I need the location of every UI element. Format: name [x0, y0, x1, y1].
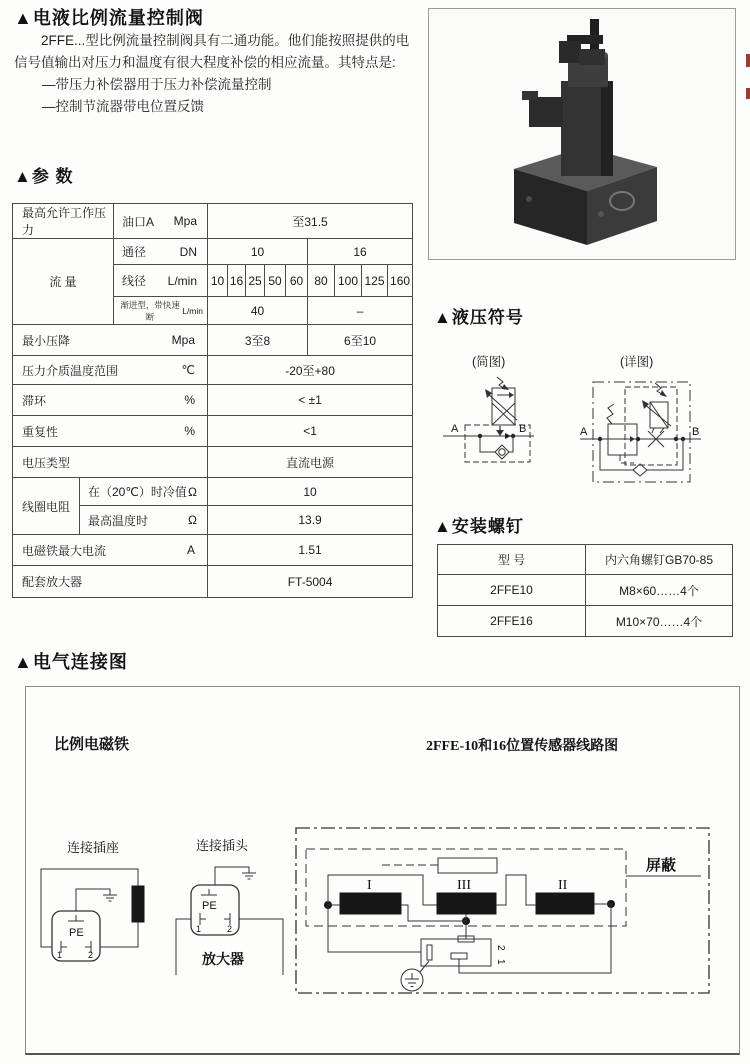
product-photo — [428, 8, 736, 260]
coil-i-label: I — [367, 878, 372, 893]
page-edge-mark — [746, 54, 750, 67]
unit-text: % — [184, 424, 196, 438]
table-row — [13, 478, 413, 506]
table-row — [13, 325, 413, 356]
electrical-diagram-panel — [25, 686, 740, 1055]
unit-text: DN — [179, 244, 198, 259]
solenoid-title: 比例电磁铁 — [54, 737, 130, 753]
param-label: 流 量 — [13, 239, 114, 325]
param-value: 10 — [208, 265, 228, 297]
unit-text: Mpa — [173, 214, 198, 228]
hydraulic-symbol-detail — [578, 376, 703, 486]
param-value: 50 — [265, 265, 286, 297]
unit-text: Ω — [188, 513, 198, 527]
section-title-hydraulic: ▲液压符号 — [434, 308, 524, 327]
table-row — [13, 239, 413, 265]
section-title-screws: ▲安装螺钉 — [434, 517, 524, 536]
sub-text: 最高温度时 — [88, 513, 149, 528]
unit-text: L/min — [182, 305, 204, 316]
screws-model: 2FFE10 — [438, 575, 586, 606]
param-value: – — [308, 297, 413, 325]
page-title: ▲电液比例流量控制阀 — [14, 8, 204, 28]
param-value: 80 — [308, 265, 335, 297]
sub-text: 渐进型，带快速断 — [120, 299, 180, 322]
unit-text: L/min — [167, 273, 198, 288]
screws-table — [437, 544, 733, 637]
socket-pe-label: PE — [69, 927, 84, 939]
screws-value: M8×60……4个 — [586, 575, 733, 606]
table-row — [13, 535, 413, 566]
param-value: 125 — [362, 265, 388, 297]
param-value: 60 — [286, 265, 308, 297]
page-edge-mark — [746, 88, 750, 99]
unit-text: ℃ — [181, 363, 196, 377]
params-table — [12, 203, 413, 598]
sub-text: 在（20℃）时冷值 — [88, 485, 187, 499]
sub-text: 油口A — [122, 214, 155, 229]
port-b-label: B — [519, 423, 527, 435]
table-row — [13, 204, 413, 239]
param-value: 直流电源 — [208, 447, 413, 478]
coil-ii-label: II — [558, 878, 568, 893]
plug-pe-label: PE — [202, 900, 217, 912]
param-sublabel — [80, 506, 208, 535]
label-text: 滞环 — [22, 393, 47, 408]
param-value: 至31.5 — [208, 204, 413, 239]
feature-item-1: —带压力补偿器用于压力补偿流量控制 — [42, 77, 272, 92]
conn-pin2-label: 2 — [495, 945, 506, 951]
param-label — [13, 535, 208, 566]
socket-pin2-label: 2 — [88, 950, 94, 960]
table-row — [13, 385, 413, 416]
param-value: FT-5004 — [208, 566, 413, 598]
conn-pin1-label: 1 — [495, 959, 506, 965]
param-value: 3至8 — [208, 325, 308, 356]
param-value: 6至10 — [308, 325, 413, 356]
table-row — [13, 566, 413, 598]
param-label: 最高允许工作压力 — [13, 204, 114, 239]
detail-diagram-label: (详图) — [620, 355, 654, 369]
table-row — [13, 447, 413, 478]
label-text: 最小压降 — [22, 333, 71, 348]
sub-text: 通径 — [122, 245, 147, 259]
label-text: 压力介质温度范围 — [22, 363, 119, 378]
sub-text: 线径 — [122, 274, 147, 288]
param-label — [13, 356, 208, 385]
label-text: 重复性 — [22, 424, 59, 439]
plug-pin1-label: 1 — [196, 924, 202, 934]
param-sublabel — [114, 297, 208, 325]
simple-diagram-label: (简图) — [472, 355, 506, 369]
table-row — [438, 545, 733, 575]
intro-paragraph — [14, 30, 416, 118]
table-row — [438, 606, 733, 637]
param-label — [13, 385, 208, 416]
param-sublabel — [114, 265, 208, 297]
param-value: 100 — [335, 265, 362, 297]
param-value: 13.9 — [208, 506, 413, 535]
table-row — [438, 575, 733, 606]
amplifier-label: 放大器 — [202, 953, 244, 968]
port-a-label: A — [451, 423, 459, 435]
port-a-label: A — [580, 426, 588, 438]
feature-item-2: —控制节流器带电位置反馈 — [42, 99, 204, 114]
shield-label: 屏蔽 — [646, 858, 677, 874]
param-value: 16 — [308, 239, 413, 265]
plug-pin2-label: 2 — [227, 924, 233, 934]
circuit-title: 2FFE-10和16位置传感器线路图 — [426, 739, 619, 754]
param-value: 40 — [208, 297, 308, 325]
socket-diagram — [34, 857, 184, 987]
param-sublabel — [114, 204, 208, 239]
param-label: 配套放大器 — [13, 566, 208, 598]
param-value: 10 — [208, 478, 413, 506]
section-title-electrical: ▲电气连接图 — [14, 652, 128, 672]
valve-photo-illustration — [429, 9, 735, 259]
param-value: < ±1 — [208, 385, 413, 416]
table-row — [13, 356, 413, 385]
param-label — [13, 416, 208, 447]
param-value: 25 — [246, 265, 265, 297]
coil-iii-label: III — [457, 878, 471, 893]
screws-model: 2FFE16 — [438, 606, 586, 637]
param-label: 线圈电阻 — [13, 478, 80, 535]
param-value: <1 — [208, 416, 413, 447]
screws-header-model: 型 号 — [438, 545, 586, 575]
unit-text: Mpa — [171, 333, 196, 347]
label-text: 电磁铁最大电流 — [22, 543, 107, 558]
param-sublabel — [80, 478, 208, 506]
unit-text: Ω — [188, 484, 198, 499]
screws-header-screw: 内六角螺钉GB70-85 — [586, 545, 733, 575]
sensor-circuit-diagram — [284, 812, 734, 1037]
param-value: 160 — [388, 265, 413, 297]
unit-text: % — [184, 393, 196, 407]
param-sublabel — [114, 239, 208, 265]
socket-label: 连接插座 — [67, 840, 120, 855]
table-row — [13, 416, 413, 447]
hydraulic-symbol-simple — [437, 375, 537, 470]
section-title-params: ▲参 数 — [14, 167, 74, 186]
param-value: 16 — [228, 265, 246, 297]
param-label: 电压类型 — [13, 447, 208, 478]
unit-text: A — [187, 543, 196, 557]
plug-label: 连接插头 — [196, 838, 249, 853]
param-label — [13, 325, 208, 356]
port-b-label: B — [692, 426, 700, 438]
socket-pin1-label: 1 — [57, 950, 63, 960]
param-value: -20至+80 — [208, 356, 413, 385]
param-value: 1.51 — [208, 535, 413, 566]
screws-value: M10×70……4个 — [586, 606, 733, 637]
intro-text: 2FFE...型比例流量控制阀具有二通功能。他们能按照提供的电信号值输出对压力和温度有很大程度补偿的相应流量。其特点是: — [14, 33, 410, 70]
param-value: 10 — [208, 239, 308, 265]
